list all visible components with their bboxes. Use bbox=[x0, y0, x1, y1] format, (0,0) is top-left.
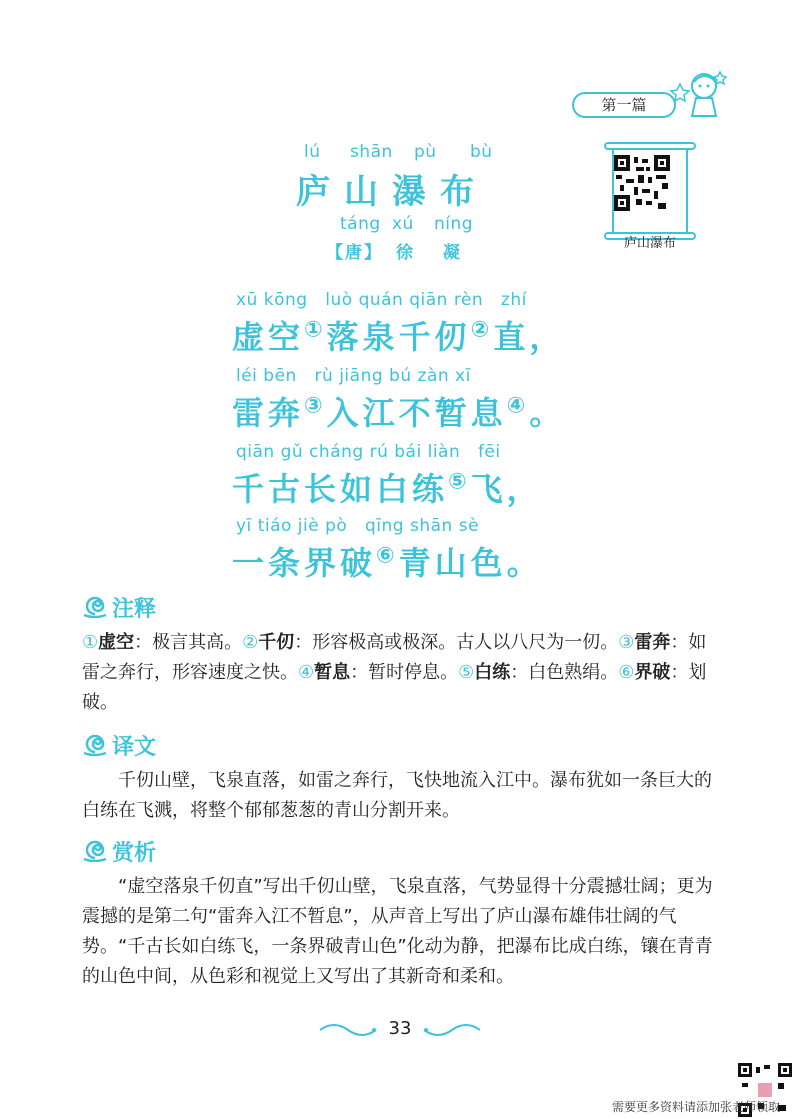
poem-line-4-b: 青山色。 bbox=[398, 544, 543, 582]
poem-line-1 bbox=[232, 312, 565, 358]
note-num-2: ② bbox=[242, 632, 259, 653]
author-name: 徐 凝 bbox=[396, 243, 462, 263]
note-def-1: ：极言其高。 bbox=[134, 632, 243, 653]
note-num-3: ③ bbox=[618, 632, 635, 653]
poem-line-4-pinyin: yī tiáo jiè pò qīng shān sè bbox=[236, 516, 480, 536]
page-ornament-right-icon bbox=[422, 1022, 482, 1038]
note-num-6: ⑥ bbox=[618, 662, 635, 683]
poem-line-1-b: 落泉千仞 bbox=[326, 318, 471, 356]
translation-paragraph: 千仞山壁，飞泉直落，如雷之奔行，飞快地流入江中。瀑布犹如一条巨大的白练在飞溅，将整个郁郁葱葱的青山分割开来。 bbox=[82, 770, 712, 821]
poem-line-1-a: 虚空 bbox=[232, 318, 305, 356]
note-term-2: 千仞 bbox=[258, 632, 295, 653]
note-def-5: ：白色熟绢。 bbox=[510, 662, 619, 683]
note-term-1: 虚空 bbox=[98, 632, 135, 653]
title-pinyin-1: lú bbox=[304, 142, 321, 162]
note-def-4: ：暂时停息。 bbox=[350, 662, 459, 683]
note-marker-5: ⑤ bbox=[448, 469, 471, 495]
note-def-3: ：如雷之奔行，形容速度之快。 bbox=[82, 632, 707, 683]
mascot-icon bbox=[668, 64, 732, 128]
footer-text: 需要更多资料请添加张老师领取 bbox=[611, 1100, 780, 1114]
note-num-4: ④ bbox=[298, 662, 315, 683]
note-num-1: ① bbox=[82, 632, 99, 653]
note-term-5: 白练 bbox=[474, 662, 511, 683]
poem-line-2 bbox=[232, 388, 565, 434]
section-badge: 第一篇 bbox=[572, 92, 676, 118]
title-pinyin-3: pù bbox=[414, 142, 437, 162]
swirl-icon bbox=[82, 840, 108, 862]
section-appreciation-title: 赏析 bbox=[112, 840, 157, 866]
poem-line-2-a: 雷奔 bbox=[232, 394, 305, 432]
section-notes-title: 注释 bbox=[112, 596, 157, 622]
poem-line-2-pinyin: léi bēn rù jiāng bú zàn xī bbox=[236, 366, 471, 386]
poem-line-2-b: 入江不暂息 bbox=[326, 394, 507, 432]
author-dynasty: 【唐】 bbox=[326, 243, 383, 263]
section-notes-heading bbox=[82, 592, 156, 622]
note-term-3: 雷奔 bbox=[634, 632, 671, 653]
poem-line-4-a: 一条界破 bbox=[232, 544, 377, 582]
swirl-icon bbox=[82, 734, 108, 756]
note-num-5: ⑤ bbox=[458, 662, 475, 683]
qr-caption: 庐山瀑布 bbox=[623, 236, 676, 251]
note-marker-1: ① bbox=[304, 317, 327, 343]
author-pinyin-1: táng bbox=[340, 214, 381, 234]
poem-line-3-b: 飞， bbox=[470, 470, 543, 508]
section-translation-heading bbox=[82, 730, 156, 760]
swirl-icon bbox=[82, 596, 108, 618]
appreciation-paragraph: “虚空落泉千仞直”写出千仞山壁，飞泉直落，气势显得十分震撼壮阔；更为震撼的是第二句“雷奔入江不暂息”，从声音上写出了庐山瀑布雄伟壮阔的气势。“千古长如白练飞，一条界破青山色”化动为静，把瀑布比成白练，镶在青青的山色中间，从色彩和视觉上又写出了其新奇和柔和。 bbox=[82, 876, 713, 987]
note-def-6: ：划破。 bbox=[82, 662, 707, 713]
section-translation-title: 译文 bbox=[112, 734, 157, 760]
qr-code-icon[interactable] bbox=[614, 150, 670, 216]
poem-line-3-pinyin: qiān gǔ cháng rú bái liàn fēi bbox=[236, 442, 501, 462]
poem-line-2-c: 。 bbox=[529, 394, 566, 432]
title-pinyin-2: shān bbox=[350, 142, 393, 162]
poem-line-3-a: 千古长如白练 bbox=[232, 470, 449, 508]
poem-title: 庐山瀑布 bbox=[296, 172, 488, 212]
note-marker-6: ⑥ bbox=[376, 543, 399, 569]
title-pinyin-4: bù bbox=[470, 142, 493, 162]
poem-line-1-c: 直， bbox=[493, 318, 566, 356]
poem-line-1-pinyin: xū kōng luò quán qiān rèn zhí bbox=[236, 290, 527, 310]
note-def-2: ：形容极高或极深。古人以八尺为一仞。 bbox=[294, 632, 619, 653]
note-marker-2: ② bbox=[470, 317, 494, 343]
scroll-top bbox=[604, 142, 696, 150]
notes-paragraph bbox=[82, 628, 722, 718]
author-pinyin-3: níng bbox=[434, 214, 474, 234]
note-term-6: 界破 bbox=[634, 662, 671, 683]
section-appreciation-heading bbox=[82, 836, 156, 866]
page-number: 33 bbox=[388, 1018, 412, 1039]
poem-line-4 bbox=[232, 538, 543, 584]
author-pinyin-2: xú bbox=[392, 214, 414, 234]
note-marker-3: ③ bbox=[304, 393, 327, 419]
poem-line-3 bbox=[232, 464, 543, 510]
note-term-4: 暂息 bbox=[314, 662, 351, 683]
note-marker-4: ④ bbox=[506, 393, 530, 419]
